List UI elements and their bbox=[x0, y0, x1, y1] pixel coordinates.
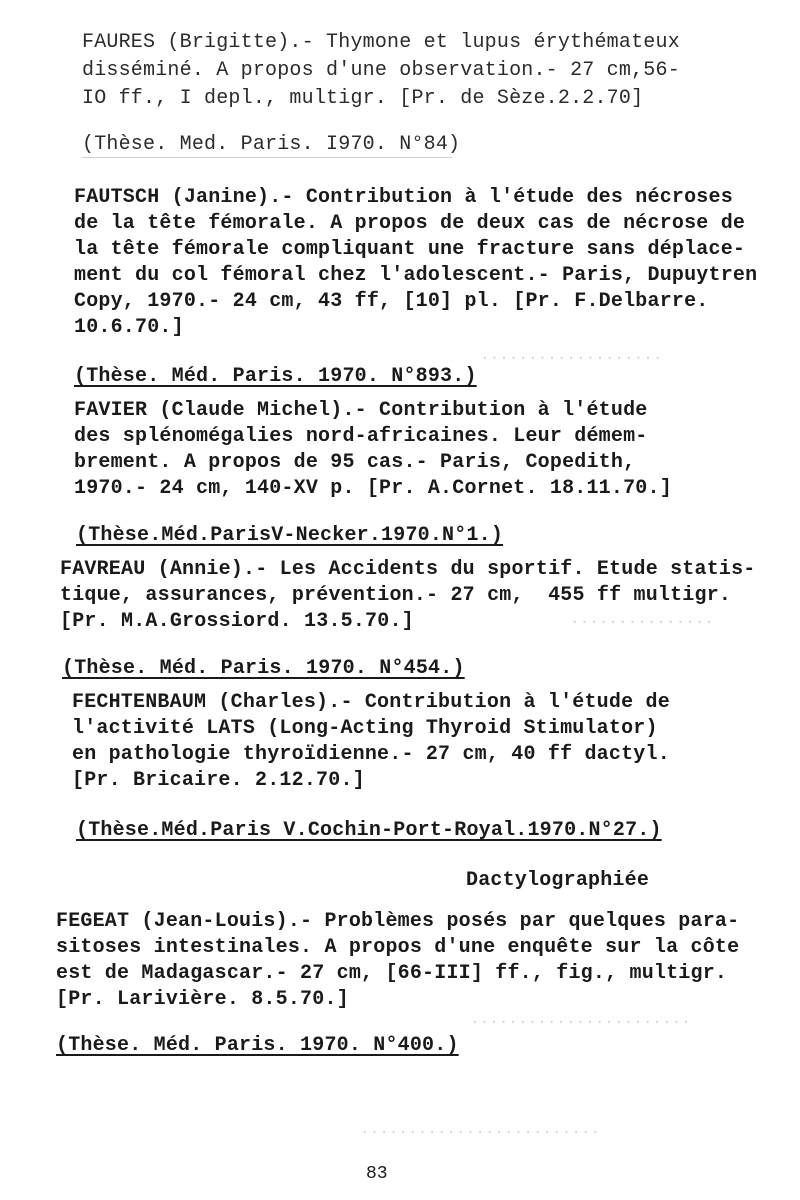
entry-line: la tête fémorale compliquant une fracture sans déplace- bbox=[74, 238, 746, 261]
entry-line: FECHTENBAUM (Charles).- Contribution à l'étude de bbox=[72, 691, 670, 714]
entry-line: disséminé. A propos d'une observation.- 27 cm,56- bbox=[82, 59, 680, 82]
entry-line: 1970.- 24 cm, 140-XV p. [Pr. A.Cornet. 18.11.70.] bbox=[74, 477, 672, 500]
entry-line: est de Madagascar.- 27 cm, [66-III] ff., fig., multigr. bbox=[56, 962, 728, 985]
page-number: 83 bbox=[366, 1164, 388, 1184]
entry-line: [Pr. Bricaire. 2.12.70.] bbox=[72, 769, 365, 792]
entry-source: (Thèse.Méd.ParisV-Necker.1970.N°1.) bbox=[76, 524, 504, 547]
entry-line: [Pr. M.A.Grossiord. 13.5.70.] bbox=[60, 610, 414, 633]
entry-source: (Thèse. Méd. Paris. 1970. N°454.) bbox=[62, 657, 465, 680]
entry-line: ment du col fémoral chez l'adolescent.- Paris, Dupuytren bbox=[74, 264, 758, 287]
entry-line: des splénomégalies nord-africaines. Leur démem- bbox=[74, 425, 648, 448]
entry-line: FAVIER (Claude Michel).- Contribution à l'étude bbox=[74, 399, 648, 422]
bleed-through-text: ............... bbox=[570, 610, 715, 628]
entry-line: l'activité LATS (Long-Acting Thyroid Stimulator) bbox=[72, 717, 658, 740]
entry-line: en pathologie thyroïdienne.- 27 cm, 40 ff dactyl. bbox=[72, 743, 670, 766]
entry-line: de la tête fémorale. A propos de deux cas de nécrose de bbox=[74, 212, 746, 235]
entry-line: 10.6.70.] bbox=[74, 316, 184, 339]
entry-line: tique, assurances, prévention.- 27 cm, 455 ff multigr. bbox=[60, 584, 732, 607]
entry-source: (Thèse. Med. Paris. I970. N°84) bbox=[82, 133, 461, 156]
entry-source: (Thèse. Méd. Paris. 1970. N°400.) bbox=[56, 1034, 459, 1057]
entry-line: FAVREAU (Annie).- Les Accidents du sportif. Etude statis- bbox=[60, 558, 756, 581]
entry-line: Copy, 1970.- 24 cm, 43 ff, [10] pl. [Pr. F.Delbarre. bbox=[74, 290, 709, 313]
entry-line: FAUTSCH (Janine).- Contribution à l'étude des nécroses bbox=[74, 186, 733, 209]
bleed-through-text: ......................... bbox=[360, 1120, 601, 1138]
entry-note: Dactylographiée bbox=[466, 869, 650, 892]
entry-line: FAURES (Brigitte).- Thymone et lupus érythémateux bbox=[82, 31, 680, 54]
entry-line: FEGEAT (Jean-Louis).- Problèmes posés par quelques para- bbox=[56, 910, 740, 933]
bleed-through-text: ....................... bbox=[470, 1010, 691, 1028]
entry-source: (Thèse.Méd.Paris V.Cochin-Port-Royal.1970.N°27.) bbox=[76, 819, 662, 842]
entry-line: brement. A propos de 95 cas.- Paris, Copedith, bbox=[74, 451, 636, 474]
bleed-through-text: ................... bbox=[480, 346, 663, 364]
entry-line: [Pr. Larivière. 8.5.70.] bbox=[56, 988, 349, 1011]
entry-source: (Thèse. Méd. Paris. 1970. N°893.) bbox=[74, 365, 477, 388]
entry-line: sitoses intestinales. A propos d'une enquête sur la côte bbox=[56, 936, 740, 959]
entry-line: IO ff., I depl., multigr. [Pr. de Sèze.2.2.70] bbox=[82, 87, 644, 110]
